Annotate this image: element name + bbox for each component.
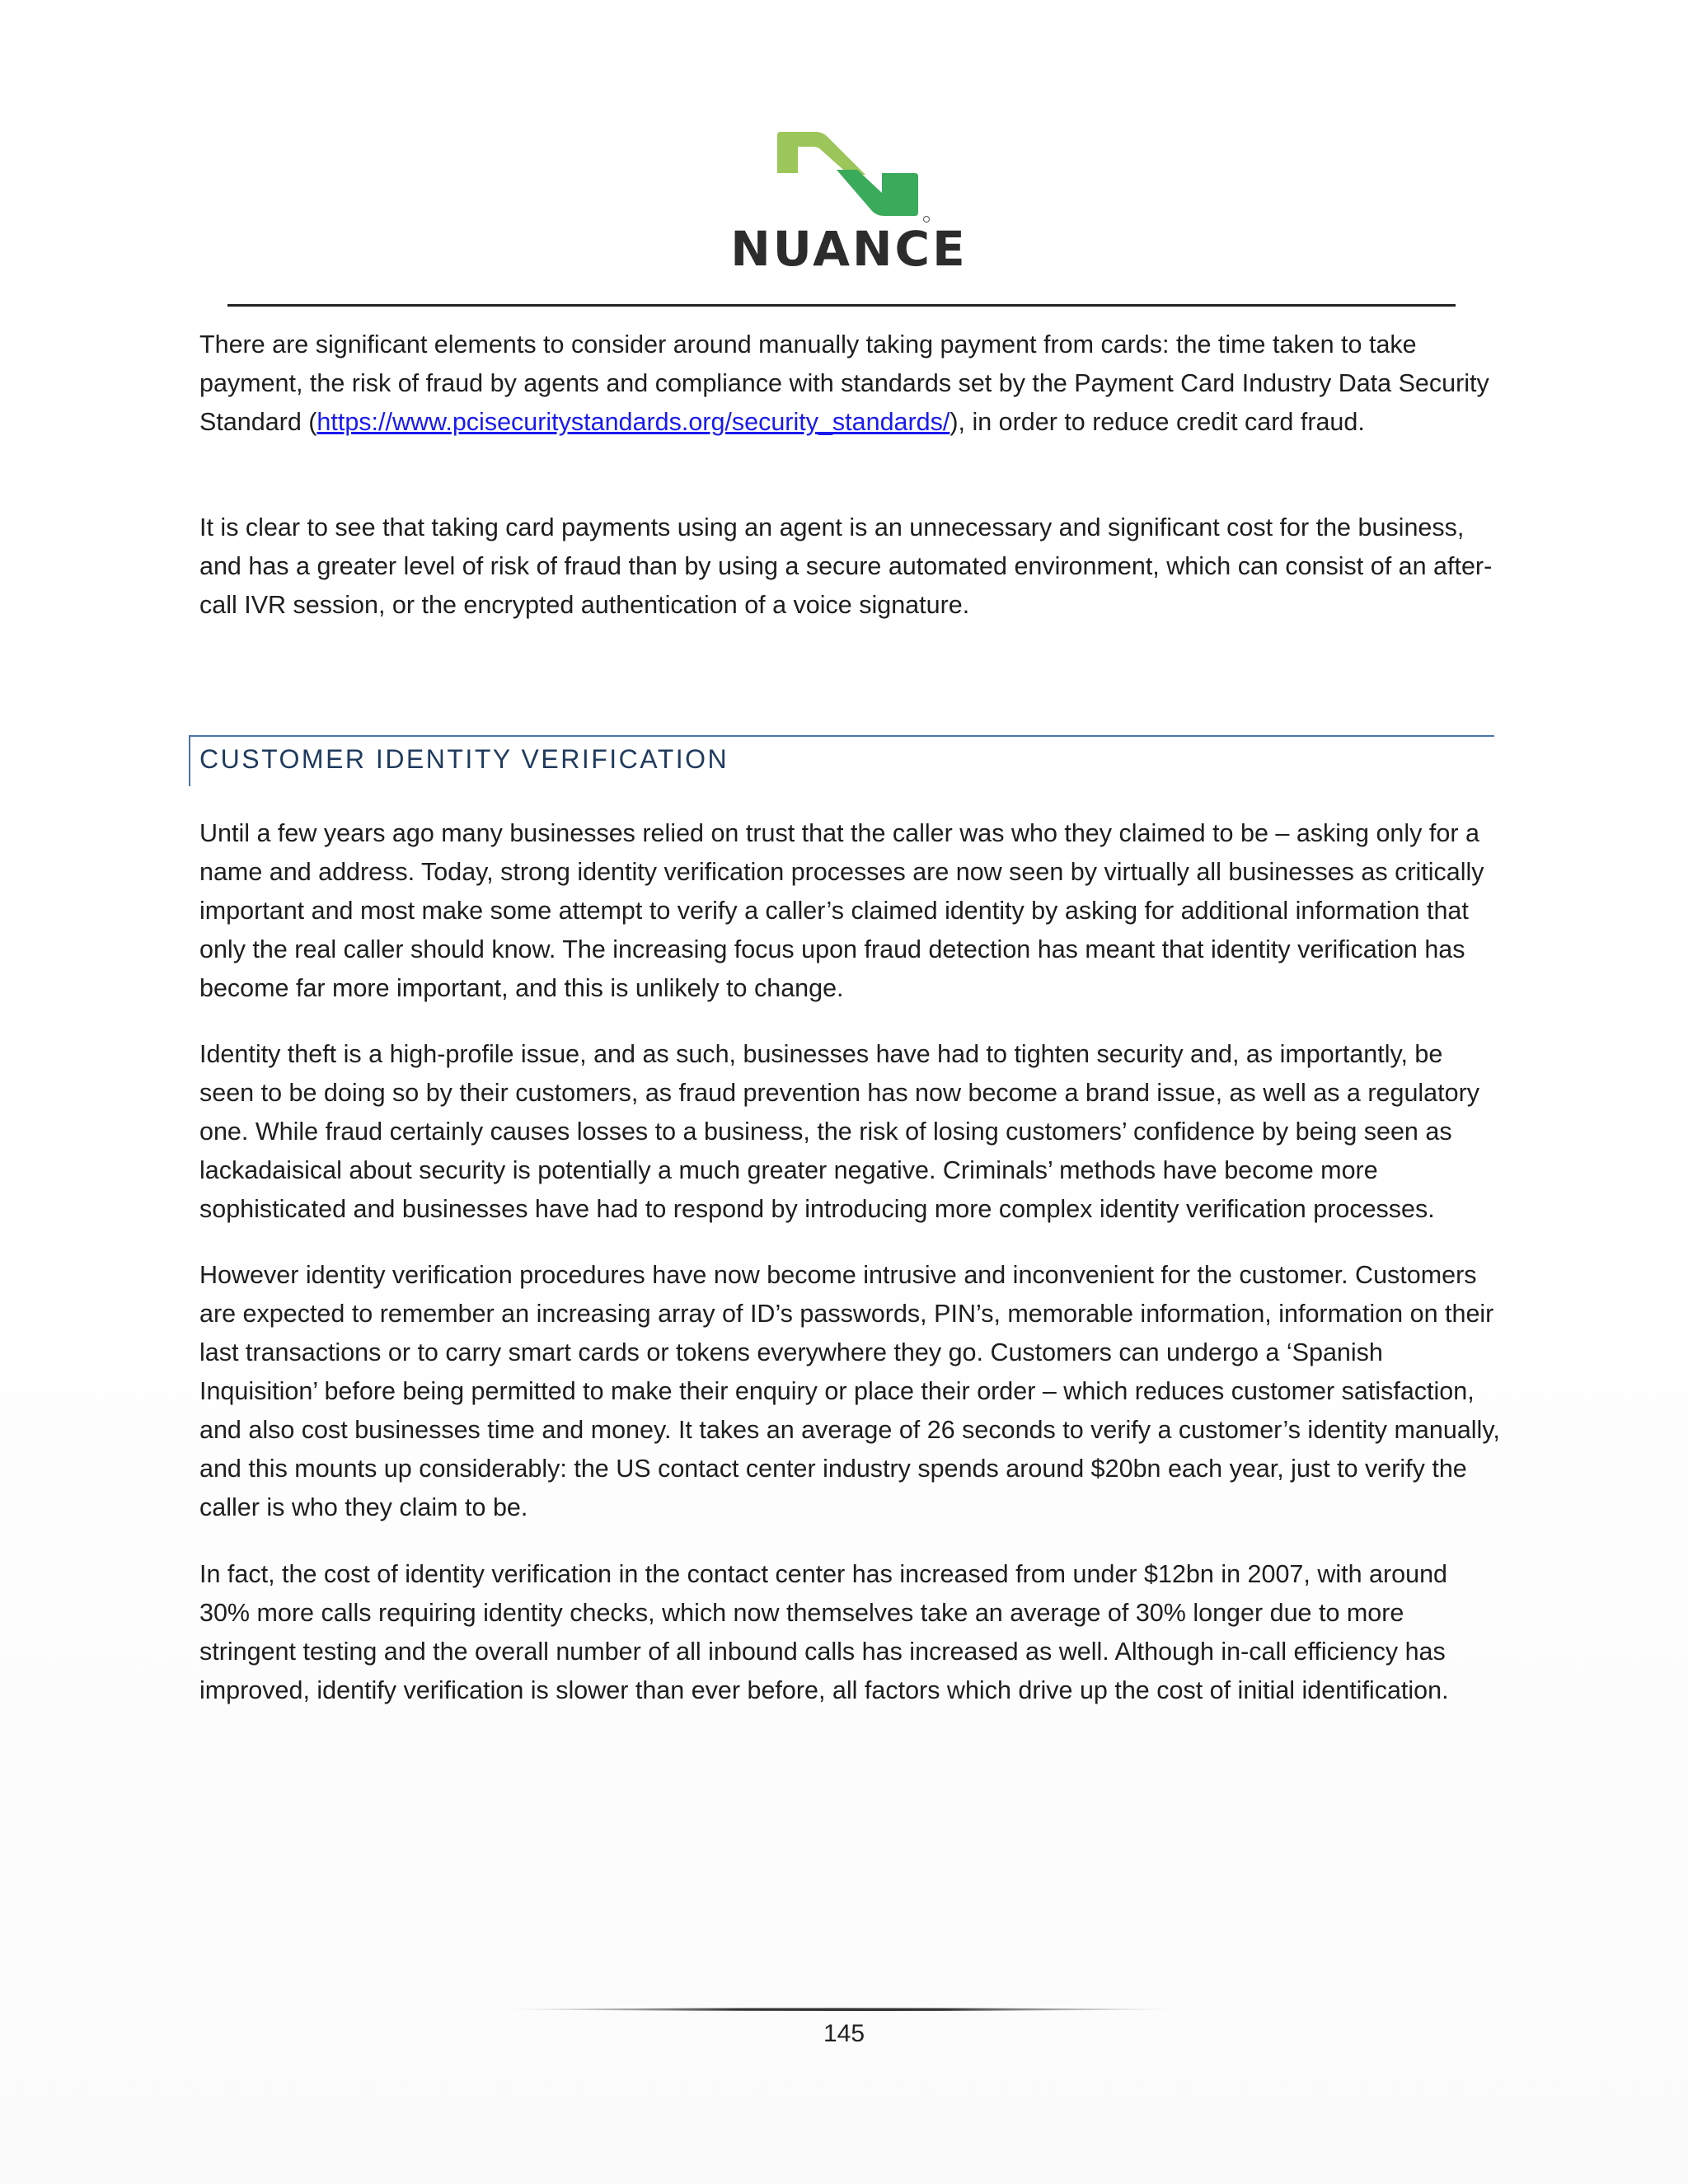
page-number: 145 (823, 2020, 865, 2047)
section-paragraph-4 (199, 1555, 1502, 1710)
intro-text-after-link: ), in order to reduce credit card fraud. (950, 408, 1365, 436)
section-paragraph-1 (199, 814, 1502, 1008)
section-paragraph-3 (199, 1256, 1502, 1527)
pci-standards-link[interactable]: https://www.pcisecuritystandards.org/security_standards/ (316, 408, 950, 436)
header-divider (227, 304, 1456, 307)
section-paragraph-4-text: In fact, the cost of identity verification in the contact center has increased from under $12bn in 2007, with around 30% more calls requiring identity checks, which now themselves take an average of 30% longer due to more stringent testing and the overall number of all inbound calls has increased as well. Although in-call efficiency has improved, identify verification is slower than ever before, all factors which drive up the cost of initial identification. (199, 1560, 1449, 1704)
intro-paragraph-1 (199, 326, 1502, 442)
nuance-logo-mark-icon (725, 124, 973, 223)
section-paragraph-3-text: However identity verification procedures have now become intrusive and inconvenient for the customer. Customers are expected to remember an increasing array of ID’s passwords, PIN’s, memorable information, information on their last transactions or to carry smart cards or tokens everywhere they go. Customers can undergo a ‘Spanish Inquisition’ before being permitted to make their enquiry or place their order – which reduces customer satisfaction, and also cost businesses time and money. It takes an average of 26 seconds to verify a customer’s identity manually, and this mounts up considerably: the US contact center industry spends around $20bn each year, just to verify the caller is who they claim to be. (199, 1261, 1500, 1521)
intro-text-before-link: There are significant elements to consider around manually taking payment from cards: the time taken to take payment, the risk of fraud by agents and compliance with standards set by the Payment Card Industry Data Security Standard ( (199, 330, 1489, 436)
section-paragraph-2-text: Identity theft is a high-profile issue, and as such, businesses have had to tighten security and, as importantly, be seen to be doing so by their customers, as fraud prevention has now become a brand issue, as well as a regulatory one. While fraud certainly causes losses to a business, the risk of losing customers’ confidence by being seen as lackadaisical about security is potentially a much greater negative. Criminals’ methods have become more sophisticated and businesses have had to respond by introducing more complex identity verification processes. (199, 1040, 1479, 1223)
section-paragraph-1-text: Until a few years ago many businesses relied on trust that the caller was who they claimed to be – asking only for a name and address. Today, strong identity verification processes are now seen by virtually all businesses as critically important and most make some attempt to verify a caller’s claimed identity by asking for additional information that only the real caller should know. The increasing focus upon fraud detection has meant that identity verification has become far more important, and this is unlikely to change. (199, 819, 1484, 1002)
nuance-logo (725, 124, 973, 280)
intro-paragraph-2 (199, 509, 1502, 625)
footer-divider (495, 2008, 1187, 2013)
section-paragraph-2 (199, 1035, 1502, 1229)
intro-paragraph-2-text: It is clear to see that taking card payments using an agent is an unnecessary and significant cost for the business, and has a greater level of risk of fraud than by using a secure automated environment, which can consist of an after-call IVR session, or the encrypted authentication of a voice signature. (199, 513, 1493, 619)
section-heading: CUSTOMER IDENTITY VERIFICATION (199, 744, 729, 774)
logo-wordmark: NUANCE (730, 221, 968, 277)
